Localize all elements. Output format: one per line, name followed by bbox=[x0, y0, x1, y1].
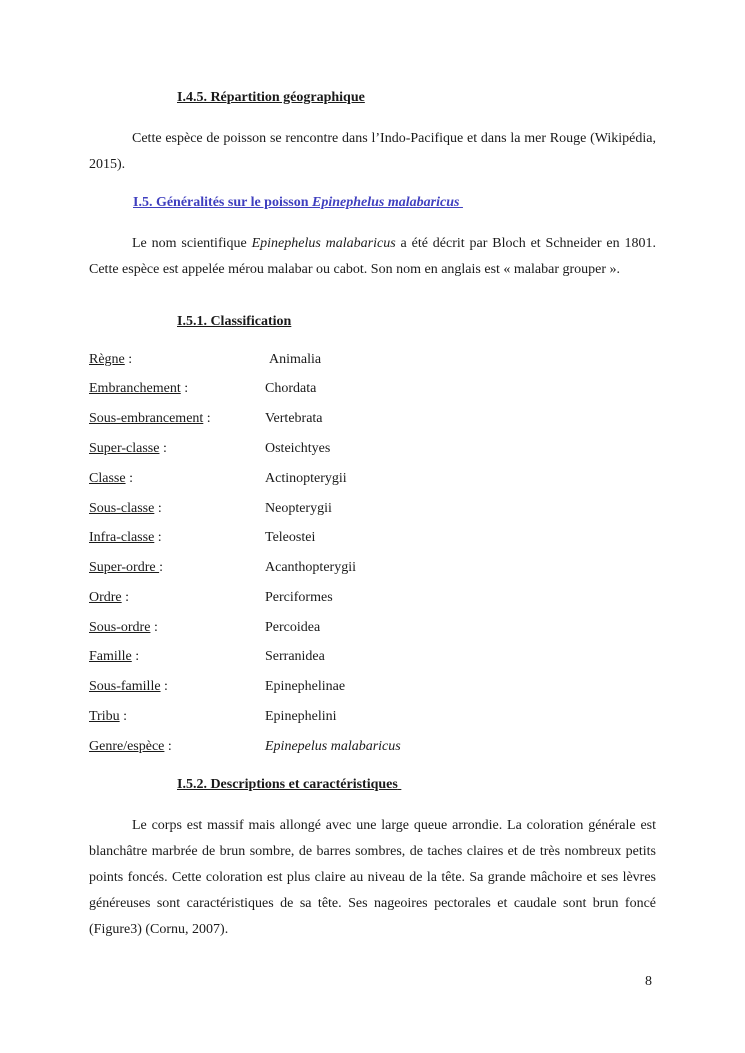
heading-repartition-geographique: I.4.5. Répartition géographique bbox=[177, 90, 365, 105]
classification-value: Acanthopterygii bbox=[265, 560, 356, 575]
paragraph-repartition-text: Cette espèce de poisson se rencontre dans l’Indo-Pacifique et dans la mer Rouge (Wikipédia, 2015). bbox=[89, 131, 656, 172]
classification-value: Animalia bbox=[269, 352, 322, 367]
classification-value: Teleostei bbox=[265, 530, 316, 545]
heading-generalites-prefix: I.5. Généralités sur le poisson bbox=[133, 195, 313, 210]
classification-value: Osteichtyes bbox=[265, 441, 331, 456]
classification-rank: Sous-famille : bbox=[89, 679, 168, 694]
classification-rank: Classe : bbox=[89, 471, 133, 486]
classification-rank: Embranchement : bbox=[89, 381, 189, 396]
classification-rank: Super-classe : bbox=[89, 441, 167, 456]
classification-rank: Règne : bbox=[89, 352, 133, 367]
classification-rank: Famille : bbox=[89, 649, 140, 664]
heading-generalites-species: Epinephelus malabaricus bbox=[312, 195, 460, 210]
paragraph-nom-scientifique bbox=[89, 231, 656, 283]
classification-value: Perciformes bbox=[265, 590, 333, 605]
classification-value: Serranidea bbox=[265, 649, 325, 664]
paragraph-nom-part2: a été décrit par Bloch et Schneider en 1801. Cette espèce est appelée mérou malabar ou cabot. Son nom en anglais est « malabar grouper ». bbox=[89, 236, 656, 277]
classification-value: Vertebrata bbox=[265, 411, 323, 426]
paragraph-nom-part1: Le nom scientifique bbox=[132, 236, 252, 251]
classification-value: Epinephelini bbox=[265, 709, 337, 724]
paragraph-nom-species: Epinephelus malabaricus bbox=[251, 236, 396, 251]
classification-rank: Ordre : bbox=[89, 590, 130, 605]
page-number: 8 bbox=[645, 974, 652, 989]
heading-generalites bbox=[133, 195, 463, 211]
classification-rank: Sous-classe : bbox=[89, 501, 162, 516]
classification-value: Chordata bbox=[265, 381, 317, 396]
classification-value: Percoidea bbox=[265, 620, 321, 635]
paragraph-descriptions bbox=[89, 813, 656, 943]
classification-rank: Super-ordre : bbox=[89, 560, 163, 575]
classification-rank: Tribu : bbox=[89, 709, 128, 724]
heading-classification: I.5.1. Classification bbox=[177, 314, 292, 329]
classification-value: Neopterygii bbox=[265, 501, 332, 516]
classification-rank: Infra-classe : bbox=[89, 530, 162, 545]
paragraph-repartition bbox=[89, 126, 656, 178]
classification-rank: Sous-ordre : bbox=[89, 620, 158, 635]
classification-value: Epinepelus malabaricus bbox=[265, 739, 401, 754]
classification-value: Epinephelinae bbox=[265, 679, 346, 694]
paragraph-descriptions-text: Le corps est massif mais allongé avec une large queue arrondie. La coloration générale est blanchâtre marbrée de brun sombre, de barres sombres, de taches claires et de très nombreux petits points foncés. Cette coloration est plus claire au niveau de la tête. Sa grande mâchoire et ses lèvres généreuses sont caractéristiques de sa tête. Ses nageoires pectorales et caudale sont brun foncé (Figure3) (Cornu, 2007). bbox=[89, 818, 656, 937]
heading-descriptions: I.5.2. Descriptions et caractéristiques bbox=[177, 777, 398, 792]
classification-rank: Genre/espèce : bbox=[89, 739, 172, 754]
classification-rank: Sous-embrancement : bbox=[89, 411, 211, 426]
classification-value: Actinopterygii bbox=[265, 471, 347, 486]
